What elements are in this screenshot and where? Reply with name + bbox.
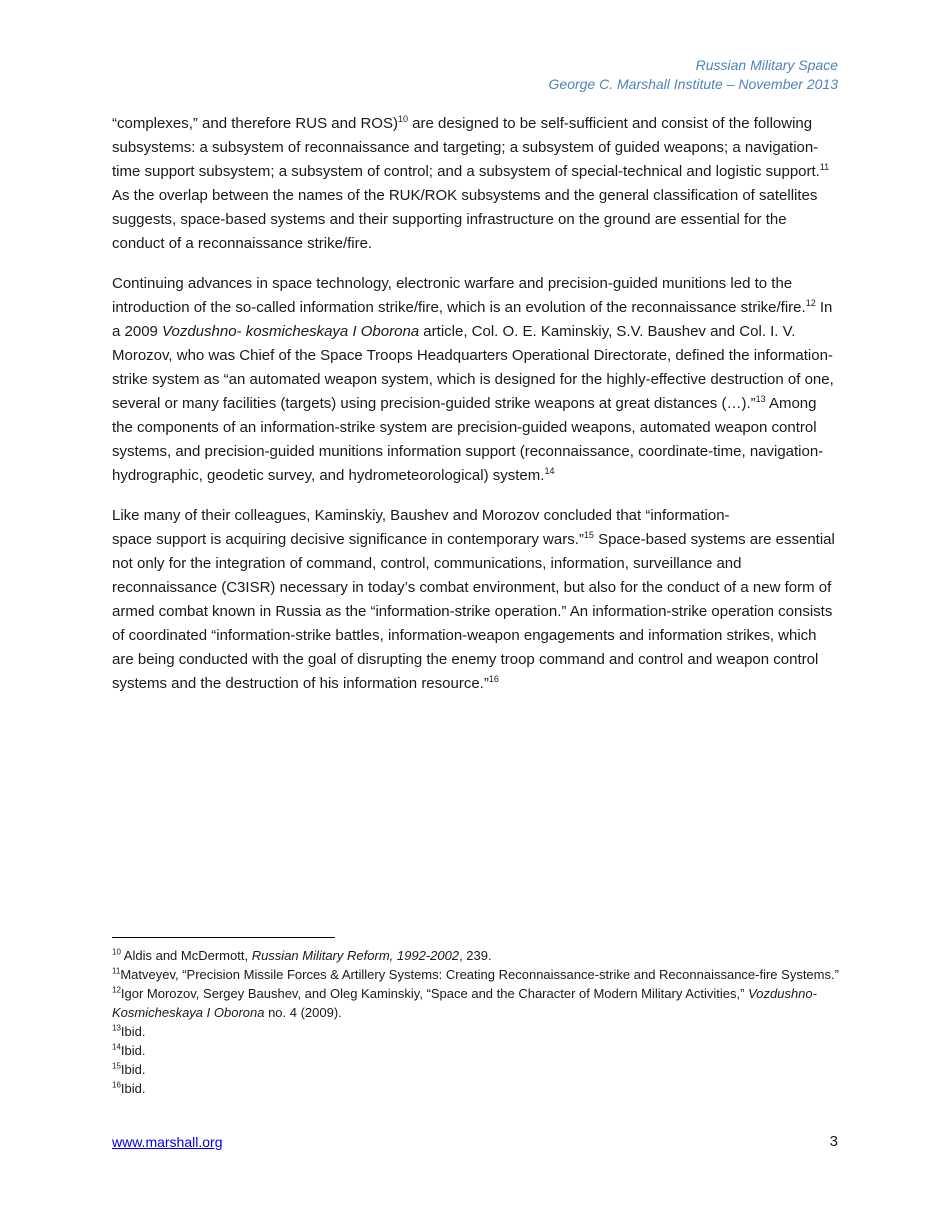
header-title: Russian Military Space (695, 57, 838, 73)
footnote-14: $^{14}$Ibid. (112, 1042, 146, 1058)
journal-title: Vozdushno- kosmicheskaya I Oborona (162, 323, 420, 340)
footnote-ref-10[interactable]: 10 (397, 114, 408, 124)
footer-website-link[interactable]: www.marshall.org (112, 1134, 223, 1150)
footnote-13: $^{13}$Ibid. (112, 1023, 146, 1039)
header-subtitle: George C. Marshall Institute – November 2013 (548, 76, 838, 92)
footnote-12: $^{12}$Igor Morozov, Sergey Baushev, and Oleg Kaminskiy, “Space and the Character of Modern Military Activities,” Vozdushno- Kosmicheskaya I Oborona no. 4 (2009). (112, 985, 817, 1020)
footnote-ref-14[interactable]: 14 (544, 466, 555, 476)
footnote-ref-12[interactable]: 12 (805, 298, 816, 308)
footnote-15: $^{15}$Ibid. (112, 1061, 146, 1077)
footnote-ref-13[interactable]: 13 (755, 394, 766, 404)
paragraph-1: “complexes,” and therefore RUS and ROS)$^{10}$ are designed to be self-sufficient and consist of the following subsystems: a subsystem of reconnaissance and targeting; a subsystem of guided weapons; a navigation-time support subsystem; a subsystem of control; and a subsystem of special-technical and logistic support.$^{11}$ As the overlap between the names of the RUK/ROK subsystems and the general classification of satellites suggests, space-based systems and their supporting infrastructure on the ground are essential for the conduct of a reconnaissance strike/fire. (112, 114, 830, 252)
body-text (112, 112, 840, 712)
page-header (549, 56, 838, 94)
footnote-ref-11[interactable]: 11 (819, 162, 830, 172)
footnote-16: $^{16}$Ibid. (112, 1080, 146, 1096)
page-number: 3 (829, 1133, 838, 1150)
footnote-ref-16[interactable]: 16 (488, 674, 499, 684)
paragraph-3: Like many of their colleagues, Kaminskiy, Baushev and Morozov concluded that “information- space support is acquiring decisive significance in contemporary wars.”$^{15}$ Space-based systems are essential not only for the integration of command, control, communications, information, surveillance and reconnaissance (C3ISR) necessary in today’s combat environment, but also for the conduct of a new form of armed combat known in Russia as the “information-strike operation.” An information-strike operation consists of coordinated “information-strike battles, information-weapon engagements and information strikes, which are being conducted with the goal of disrupting the enemy troop command and control and weapon control systems and the destruction of his information resource.”$^{16}$ (112, 507, 835, 692)
paragraph-2: Continuing advances in space technology, electronic warfare and precision-guided munitions led to the introduction of the so-called information strike/fire, which is an evolution of the reconnaissance strike/fire.$^{12}$ In a 2009 Vozdushno- kosmicheskaya I Oborona article, Col. O. E. Kaminskiy, S.V. Baushev and Col. I. V. Morozov, who was Chief of the Space Troops Headquarters Operational Directorate, defined the information-strike system as “an automated weapon system, which is designed for the highly-effective destruction of one, several or many facilities (targets) using precision-guided strike weapons at great distances (…).”$^{13}$ Among the components of an information-strike system are precision-guided weapons, automated weapon control systems, and precision-guided munitions information support (reconnaissance, coordinate-time, navigation-hydrographic, geodetic survey, and hydrometeorological) system.$^{14}$ (112, 275, 834, 484)
footnote-ref-15[interactable]: 15 (583, 530, 594, 540)
footnotes (112, 946, 840, 1098)
footnote-separator (112, 937, 335, 938)
footnote-11: $^{11}$Matveyev, “Precision Missile Forces & Artillery Systems: Creating Reconnaissance-strike and Reconnaissance-fire Systems.” (112, 966, 839, 982)
footnote-10: $^{10}$ Aldis and McDermott, Russian Military Reform, 1992-2002, 239. (112, 947, 492, 963)
